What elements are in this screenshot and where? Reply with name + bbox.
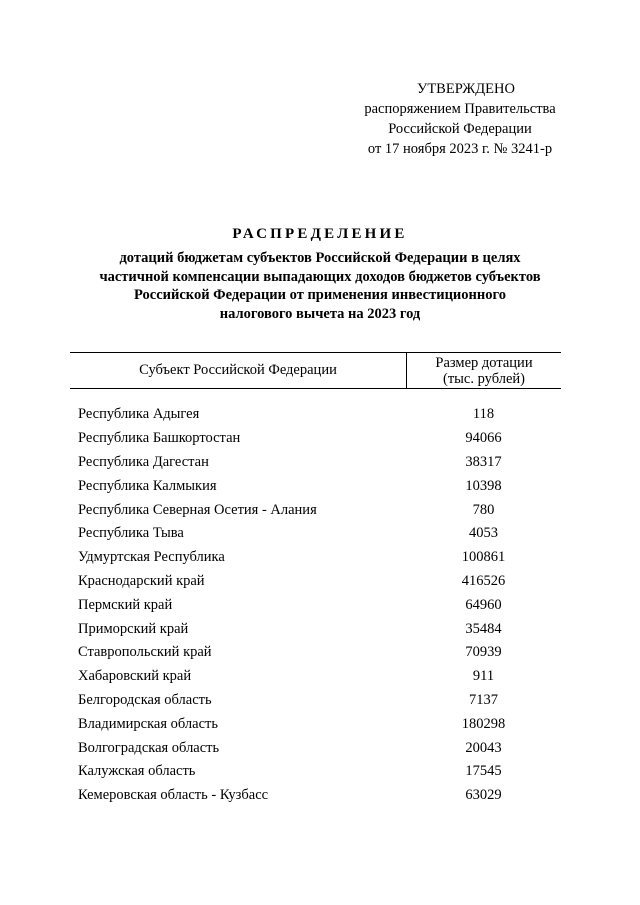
row-amount: 63029 xyxy=(465,787,502,804)
table-row xyxy=(70,427,561,451)
table-row xyxy=(70,760,561,784)
row-subject: Республика Северная Осетия - Алания xyxy=(78,501,317,518)
row-subject: Кемеровская область - Кузбасс xyxy=(78,787,269,804)
approval-line-3: от 17 ноября 2023 г. № 3241-р xyxy=(367,141,553,157)
row-subject: Пермский край xyxy=(78,596,173,613)
table-row xyxy=(70,403,561,427)
column-header-amount-line-2: (тыс. рублей) xyxy=(443,370,525,387)
table-row xyxy=(70,498,561,522)
row-subject: Республика Дагестан xyxy=(78,453,209,470)
table-row xyxy=(70,665,561,689)
document-title: РАСПРЕДЕЛЕНИЕ xyxy=(232,226,408,242)
row-amount: 17545 xyxy=(465,763,502,780)
table-row xyxy=(70,474,561,498)
row-subject: Приморский край xyxy=(78,620,189,637)
row-subject: Краснодарский край xyxy=(78,572,205,589)
approval-heading: УТВЕРЖДЕНО xyxy=(417,81,515,97)
subtitle-line-3: Российской Федерации от применения инвестиционного xyxy=(134,287,506,303)
row-amount: 35484 xyxy=(465,620,502,637)
row-amount: 64960 xyxy=(465,596,502,613)
row-subject: Республика Адыгея xyxy=(78,406,200,423)
row-subject: Удмуртская Республика xyxy=(78,549,225,566)
row-subject: Республика Башкортостан xyxy=(78,430,241,447)
row-subject: Ставропольский край xyxy=(78,644,212,661)
row-amount: 416526 xyxy=(461,572,506,589)
row-amount: 911 xyxy=(472,668,495,685)
row-amount: 100861 xyxy=(461,549,506,566)
table-row xyxy=(70,570,561,594)
row-amount: 94066 xyxy=(465,430,502,447)
approval-line-2: Российской Федерации xyxy=(388,121,532,137)
row-amount: 10398 xyxy=(465,477,502,494)
row-amount: 38317 xyxy=(465,453,502,470)
row-amount: 70939 xyxy=(465,644,502,661)
approval-block xyxy=(340,79,580,159)
column-header-subject: Субъект Российской Федерации xyxy=(139,362,337,378)
table-row xyxy=(70,617,561,641)
subtitle-line-4: налогового вычета на 2023 год xyxy=(219,305,421,322)
row-amount: 780 xyxy=(472,501,495,518)
table-row xyxy=(70,522,561,546)
table-row xyxy=(70,736,561,760)
table-row xyxy=(70,689,561,713)
table-row xyxy=(70,451,561,475)
subtitle-line-1: дотаций бюджетам субъектов Российской Федерации в целях xyxy=(119,250,521,266)
row-amount: 118 xyxy=(472,406,495,423)
table-header xyxy=(70,352,561,389)
row-subject: Владимирская область xyxy=(78,715,218,732)
table-row xyxy=(70,784,561,808)
row-subject: Калужская область xyxy=(78,763,196,780)
row-subject: Хабаровский край xyxy=(78,668,192,685)
row-amount: 4053 xyxy=(469,525,498,542)
table-row xyxy=(70,593,561,617)
table-row xyxy=(70,712,561,736)
row-subject: Волгоградская область xyxy=(78,739,220,756)
row-amount: 7137 xyxy=(469,691,498,708)
table-body xyxy=(70,403,561,808)
subtitle-line-2: частичной компенсации выпадающих доходов бюджетов субъектов xyxy=(99,268,541,285)
row-subject: Республика Калмыкия xyxy=(78,477,217,494)
document-subtitle xyxy=(80,249,560,323)
table-row xyxy=(70,641,561,665)
row-subject: Белгородская область xyxy=(78,691,212,708)
row-amount: 180298 xyxy=(461,715,506,732)
approval-line-1: распоряжением Правительства xyxy=(364,101,556,117)
column-header-amount xyxy=(407,353,561,388)
table-row xyxy=(70,546,561,570)
row-amount: 20043 xyxy=(465,739,502,756)
column-header-amount-line-1: Размер дотации xyxy=(435,354,533,371)
row-subject: Республика Тыва xyxy=(78,525,184,542)
